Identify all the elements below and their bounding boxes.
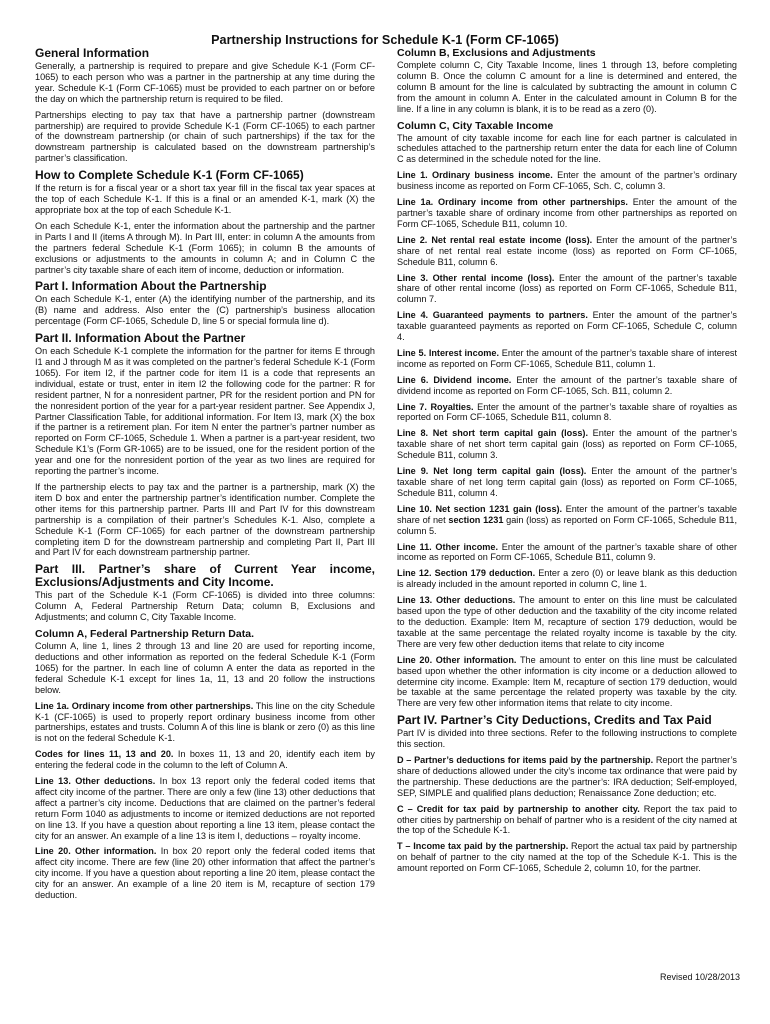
column-b-paragraph: Complete column C, City Taxable Income, lines 1 through 13, before completing column B. Once the column C amount for a line is determined and entered, the column B amount for the line is calculated by subtracting the amount in column C from the amount in column A. Enter in the calculated amount in Column B for the line. If a line in any column is blank, it is to be read as a zero (0). <box>397 60 737 114</box>
line-7-instruction <box>397 402 737 424</box>
column-b-heading: Column B, Exclusions and Adjustments <box>397 47 596 59</box>
line-1a-text: This line on the city Schedule K-1 (CF-1065) is used to properly report ordinary business income from other partnerships, estates and trusts. Column A of this line is blank or zero (0) as this line is not on the federal Schedule K-1. <box>35 700 375 744</box>
line-7-text: Enter the amount of the partner’s taxable share of royalties as reported on Form CF-1065, Schedule B11, column 8. <box>397 401 738 423</box>
codes-text: In boxes 11, 13 and 20, identify each item by entering the federal code in the column to the left of Column A. <box>35 749 375 771</box>
deductions-instruction <box>397 755 737 799</box>
line-20-text: In box 20 report only the federal coded items that affect city income. There are few (line 20) other information that affect the partner’s city income. If you have a question about reporting a line 20 item, please contact the city for an answer. An example of a line 20 item is M, recapture of section 179 deduction. <box>35 846 375 901</box>
line-1a-c-instruction <box>397 197 737 230</box>
line-12-text: Enter a zero (0) or leave blank as this deduction is already included in the amount reported in column C, line 1. <box>397 568 737 590</box>
column-c-paragraph: The amount of city taxable income for each line for each partner is calculated in schedules attached to the partnership return enter the data for each line of Column C as determined in the schedule noted for the line. <box>397 132 737 165</box>
line-2-instruction <box>397 235 737 268</box>
line-6-lead: Line 6. Dividend income. <box>397 374 512 385</box>
tax-paid-lead: T – Income tax paid by the partnership. <box>397 841 569 852</box>
general-information-heading: General Information <box>35 46 150 60</box>
line-11-lead: Line 11. Other income. <box>397 541 498 552</box>
deductions-text: Report the partner’s share of deductions allowed under the city’s income tax ordinance that were paid by the partnership. These deductions are the partner’s: IRA deduction; Self-employed, SEP, SIMPLE and qualified plans deduction; Renaissance Zone deduction; etc. <box>397 755 737 798</box>
line-8-lead: Line 8. Net short term capital gain (loss). <box>397 428 588 439</box>
line-8-instruction <box>397 428 737 461</box>
line-5-text: Enter the amount of the partner’s taxable share of interest income as reported on Form CF-1065, Schedule B11, column 1. <box>397 347 738 369</box>
part-2-paragraph-2: If the partnership elects to pay tax and the partner is a partnership, mark (X) the item D box and enter the partnership partner’s identification number. Complete the other items for this partnership partner. Parts III and Part IV for this downstream partnership is a compilation of their partner’s Schedules K-1. Also, complete a Schedule K-1 (Form CF-1065) for each partner of the downstream partnership completing item D for the downstream partnership and completing Part II, Part III and Part IV for each downstream partnership partner. <box>35 482 375 558</box>
line-12-instruction <box>397 568 737 590</box>
line-10-text-b: gain (loss) as reported on Form CF-1065, Schedule B11, column 5. <box>397 514 738 536</box>
line-3-instruction <box>397 273 737 306</box>
page-title: Partnership Instructions for Schedule K-1 (Form CF-1065) <box>211 33 559 47</box>
how-to-paragraph-1: If the return is for a fiscal year or a short tax year fill in the fiscal tax year spaces at the top of each Schedule K-1. If this is a final or an amended K-1, mark (X) the appropriate box at the top of each Schedule K-1. <box>35 183 375 215</box>
line-13-c-text: The amount to enter on this line must be calculated based upon the type of other deduction and the taxability of the city income related to the deduction. Example: Item M, recapture of section 179 deduction, would be taxable at the same percentage the related royalty income is taxable by the city. There are very few other deduction items that relate to city income <box>397 595 738 649</box>
line-10-lead: Line 10. Net section 1231 gain (loss). <box>397 503 563 514</box>
line-5-instruction <box>397 348 737 370</box>
line-12-lead: Line 12. Section 179 deduction. <box>397 568 536 579</box>
left-column <box>35 47 375 906</box>
line-3-lead: Line 3. Other rental income (loss). <box>397 272 555 283</box>
column-a-paragraph: Column A, line 1, lines 2 through 13 and line 20 are used for reporting income, deductions and other information as reported on the federal Schedule K-1 (Form 1065) for the partner. In each line of column A enter the data as reported in the federal Schedule K-1 except for lines 1a, 11, 13 and 20 follow the instructions below. <box>35 641 375 695</box>
line-6-text: Enter the amount of the partner’s taxable share of dividend income as reported on Form CF-1065, Sch. B11, column 2. <box>397 374 737 396</box>
line-10-text-a: Enter the amount of the partner’s taxable share of net <box>397 503 737 525</box>
line-1a-c-lead: Line 1a. Ordinary income from other partnerships. <box>397 197 628 208</box>
general-paragraph-1: Generally, a partnership is required to prepare and give Schedule K-1 (Form CF-1065) to each person who was a partner in the partnership at any time during the year. Schedule K-1 (Form CF-1065) must be provided to each partner on or before the day on which the partnership return is required to be filed. <box>35 61 375 104</box>
line-4-lead: Line 4. Guaranteed payments to partners. <box>397 310 588 321</box>
line-20-instruction <box>35 846 375 901</box>
line-1-lead: Line 1. Ordinary business income. <box>397 170 553 181</box>
part-4-paragraph: Part IV is divided into three sections. Refer to the following instructions to complete this section. <box>397 728 737 750</box>
line-13-text: In box 13 report only the federal coded items that affect city income of the partner. There are only a few (line 13) other deductions that affect a partner’s city income. Deductions that are claimed on the partner’s federal return Form 1040 as adjustments to income or itemized deductions are not reported on line 13. If you have a question about reporting a line 13 item, please contact the city for an answer. An example of a line 13 is item I, deductions – royalty income. <box>35 776 375 841</box>
line-10-bold: section 1231 <box>448 514 504 525</box>
line-13-c-lead: Line 13. Other deductions. <box>397 595 516 606</box>
general-paragraph-2: Partnerships electing to pay tax that have a partnership partner (downstream partnership) are required to provide Schedule K-1 (Form CF-1065) to each partner of the downstream partnership (or chain of such partnerships) if the tax for the downstream partnership is calculated based on the downstream partnership’s partner’s classification. <box>35 109 375 164</box>
line-2-lead: Line 2. Net rental real estate income (loss). <box>397 234 593 245</box>
tax-paid-text: Report the actual tax paid by partnership on behalf of partner to the city named at the top of the Schedule K-1. This is the amount reported on Form CF-1065, Schedule 2, column 10, for the partner. <box>397 841 737 874</box>
how-to-paragraph-2: On each Schedule K-1, enter the information about the partnership and the partner in Parts I and II (items A through M). In Part III, enter: in column A the amounts from the partners federal Schedule K-1 (Form 1065); in column B the amounts of exclusions or adjustments to the amounts in column A; and in Column C the partner’s city taxable share of each item of income, deduction or information. <box>35 220 375 275</box>
line-9-lead: Line 9. Net long term capital gain (loss). <box>397 466 587 477</box>
part-1-paragraph: On each Schedule K-1, enter (A) the identifying number of the partnership, and its (B) name and address. Also enter the (C) partnership’s business allocation percentage (Form CF-1065, Schedule D, line 5 or special formula line d). <box>35 294 375 327</box>
line-1-text: Enter the amount of the partner’s ordinary business income as reported on Form CF-1065, Sch. C, column 3. <box>397 170 737 192</box>
line-8-text: Enter the amount of the partner’s taxable share of net short term capital gain (loss) as reported on Form CF-1065, Schedule B11, column 3. <box>397 428 737 461</box>
tax-paid-instruction <box>397 841 737 874</box>
line-11-text: Enter the amount of the partner’s taxable share of other income as reported on Form CF-1065, Schedule B11, column 9. <box>397 541 737 563</box>
part-4-heading: Part IV. Partner’s City Deductions, Credits and Tax Paid <box>397 713 712 728</box>
credit-instruction <box>397 804 737 837</box>
line-20-lead: Line 20. Other information. <box>35 846 157 857</box>
line-1-instruction <box>397 170 737 192</box>
line-3-text: Enter the amount of the partner’s taxable share of other rental income (loss) as reported on Form CF-1065, Schedule B11, column 7. <box>397 272 737 305</box>
credit-text: Report the tax paid to other cities by partnership on behalf of partner who is a resident of the city named at the top of the Schedule K-1. <box>397 803 737 836</box>
line-13-lead: Line 13. Other deductions. <box>35 776 156 787</box>
line-1a-instruction <box>35 701 375 745</box>
line-13-instruction <box>35 776 375 841</box>
line-10-instruction <box>397 504 737 537</box>
line-20-c-lead: Line 20. Other information. <box>397 654 517 665</box>
line-13-c-instruction <box>397 595 737 650</box>
how-to-complete-heading: How to Complete Schedule K-1 (Form CF-1065) <box>35 168 304 183</box>
part-2-paragraph-1: On each Schedule K-1 complete the information for the partner for items E through I1 and J through M as it was completed on the partner’s federal Schedule K-1 (Form 1065). For item I2, if the partner code for item I1 is a code that represents an individual, estate or trust, enter in item I2 the following code for the partner: R for resident partner, N for a nonresident partner, PR for the resident portion and PN for the nonresident portion of the year for a part-year resident partner. See Appendix J, Partner Classification Table, for additional information. For Item I3, mark (X) the box if the partner is a retirement plan. For item N enter the partner’s partner number as reported on Form CF-1065, Schedule 1. When a partner is a part-year resident, two Schedule K1’s (Form GR-1065) are to be issued, one for the resident portion of the year and one for the nonresident portion of the year as two lines are required for reporting the partner’s income. <box>35 346 375 477</box>
line-5-lead: Line 5. Interest income. <box>397 347 500 358</box>
line-9-instruction <box>397 466 737 499</box>
line-20-c-instruction <box>397 655 737 710</box>
line-1a-c-text: Enter the amount of the partner’s taxable share of ordinary income from other partnerships as reported on Form CF-1065, Schedule B11, column 10. <box>397 197 738 229</box>
line-1a-lead: Line 1a. Ordinary income from other partnerships. <box>35 700 254 711</box>
line-2-text: Enter the amount of the partner’s share of net rental real estate income (loss) as reported on Form CF-1065, Schedule B11, column 6. <box>397 234 737 267</box>
column-c-heading: Column C, City Taxable Income <box>397 119 554 132</box>
credit-lead: C – Credit for tax paid by partnership to another city. <box>397 803 640 814</box>
line-4-instruction <box>397 310 737 343</box>
deductions-lead: D – Partner’s deductions for items paid by the partnership. <box>397 755 654 766</box>
part-2-heading: Part II. Information About the Partner <box>35 331 246 346</box>
line-11-instruction <box>397 542 737 564</box>
line-9-text: Enter the amount of the partner’s taxable share of net long term capital gain (loss) as reported on Form CF-1065, Schedule B11, column 4. <box>397 466 737 498</box>
line-7-lead: Line 7. Royalties. <box>397 401 474 412</box>
line-6-instruction <box>397 375 737 397</box>
right-column <box>397 47 737 879</box>
codes-instruction <box>35 749 375 771</box>
revision-date: Revised 10/28/2013 <box>660 972 741 982</box>
column-a-heading: Column A, Federal Partnership Return Data. <box>35 628 254 641</box>
part-3-heading: Part III. Partner’s share of Current Year income, Exclusions/Adjustments and City Income. <box>35 562 375 590</box>
line-20-c-text: The amount to enter on this line must be calculated based upon whether the other information is city income or a deduction allowed to determine city income. Example: Item M, recapture of section 179 deduction, would be taxable at the same percentage the related property was taxable by the city. There are very few other information items that relate to city income. <box>397 654 737 709</box>
codes-lead: Codes for lines 11, 13 and 20. <box>35 749 174 760</box>
line-4-text: Enter the amount of the partner’s taxable guaranteed payments as reported on Form CF-1065, Schedule C, column 4. <box>397 310 737 343</box>
part-3-paragraph: This part of the Schedule K-1 (Form CF-1065) is divided into three columns: Column A, Federal Partnership Return Data; column B, Exclusions and Adjustments; and column C, City Taxable Income. <box>35 590 375 623</box>
part-1-heading: Part I. Information About the Partnership <box>35 279 267 294</box>
